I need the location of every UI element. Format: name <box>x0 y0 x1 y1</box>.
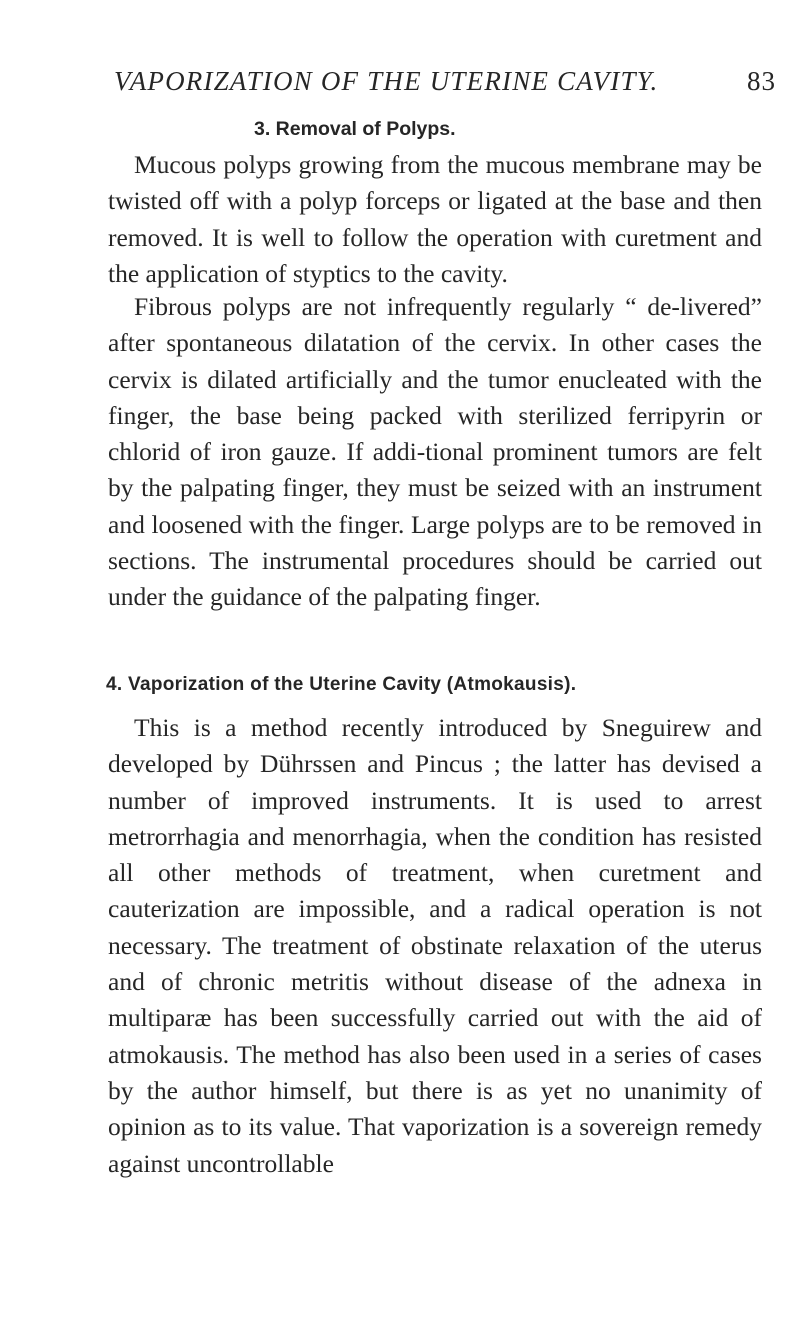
paragraph-fibrous-polyps: Fibrous polyps are not infrequently regularly “ de-livered” after spontaneous dilatation of the cervix. In other cases the cervix is dilated artificially and the tumor enucleated with the finger, the base being packed with sterilized ferripyrin or chlorid of iron gauze. If addi-tional prominent tumors are felt by the palpating finger, they must be seized with an instrument and loosened with the finger. Large polyps are to be removed in sections. The instrumental procedures should be carried out under the guidance of the palpating finger. <box>108 292 762 612</box>
page-number: 83 <box>747 66 776 96</box>
section-heading-vaporization: 4. Vaporization of the Uterine Cavity (Atmokausis). <box>106 674 577 695</box>
paragraph-atmokausis: This is a method recently introduced by Sneguirew and developed by Dührssen and Pincus ; the latter has devised a number of improved instruments. It is used to arrest metrorrhagia and menorrhagia, when the condition has resisted all other methods of treatment, when curetment and cauterization are impossible, and a radical operation is not necessary. The treatment of obstinate relaxation of the uterus and of chronic metritis without disease of the adnexa in multiparæ has been successfully carried out with the aid of atmokausis. The method has also been used in a series of cases by the author himself, but there is as yet no unanimity of opinion as to its value. That vaporization is a sovereign remedy against uncontrollable <box>108 713 762 1178</box>
running-head <box>114 66 776 106</box>
running-title: VAPORIZATION OF THE UTERINE CAVITY. <box>114 66 659 96</box>
paragraph-mucous-polyps: Mucous polyps growing from the mucous membrane may be twisted off with a polyp forceps or ligated at the base and then removed. It is well to follow the operation with curetment and the application of styptics to the cavity. <box>108 150 762 288</box>
section-heading-removal-of-polyps: 3. Removal of Polyps. <box>254 118 456 140</box>
